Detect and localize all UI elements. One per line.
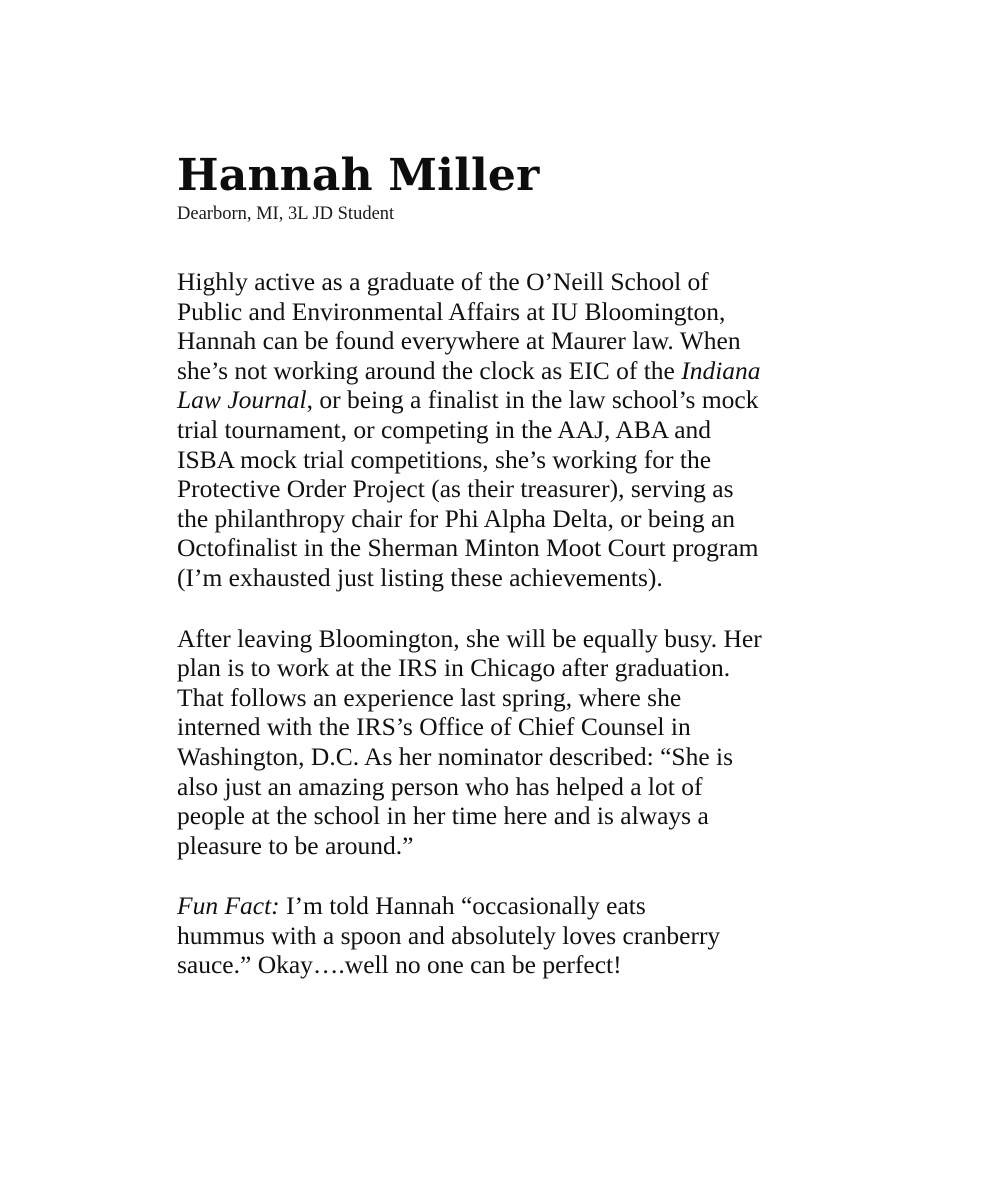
- text-line: trial tournament, or competing in the AAJ, ABA and: [177, 414, 712, 444]
- bio-paragraph-achievements: [177, 267, 837, 593]
- text-line: interned with the IRS’s Office of Chief Counsel in: [177, 712, 691, 742]
- text-line: people at the school in her time here and is always a: [177, 801, 709, 831]
- text-line: sauce.” Okay….well no one can be perfect!: [177, 950, 622, 980]
- text-line: Highly active as a graduate of the O’Neill School of: [177, 267, 709, 296]
- profile-document: [177, 150, 837, 980]
- text-line: (I’m exhausted just listing these achievements).: [177, 562, 663, 592]
- text-line: plan is to work at the IRS in Chicago after graduation.: [177, 653, 731, 683]
- fun-fact-paragraph: [177, 891, 837, 980]
- text-line: [177, 356, 837, 386]
- text-line: Hannah can be found everywhere at Maurer law. When: [177, 326, 741, 356]
- text-line: ISBA mock trial competitions, she’s working for the: [177, 444, 712, 474]
- text-line: After leaving Bloomington, she will be equally busy. Her: [177, 623, 762, 653]
- text-line: That follows an experience last spring, where she: [177, 682, 682, 712]
- text-line: Protective Order Project (as their treasurer), serving as: [177, 474, 734, 504]
- journal-title-part: Indiana: [681, 355, 761, 385]
- text-line: Public and Environmental Affairs at IU Bloomington,: [177, 296, 726, 326]
- text-line: [177, 891, 837, 921]
- text-line: Washington, D.C. As her nominator described: “She is: [177, 741, 734, 771]
- text-segment: , or being a finalist in the law school’s mock: [306, 385, 759, 415]
- person-name: Hannah Miller: [177, 150, 540, 201]
- text-segment: she’s not working around the clock as EIC of the: [177, 355, 682, 385]
- text-line: [177, 385, 837, 415]
- journal-title-part: Law Journal: [177, 385, 307, 415]
- text-line: the philanthropy chair for Phi Alpha Delta, or being an: [177, 503, 736, 533]
- text-line: Octofinalist in the Sherman Minton Moot Court program: [177, 533, 759, 563]
- text-line: hummus with a spoon and absolutely loves cranberry: [177, 920, 721, 950]
- text-line: also just an amazing person who has helped a lot of: [177, 771, 703, 801]
- bio-paragraph-plans: [177, 624, 837, 861]
- fun-fact-label: Fun Fact:: [177, 891, 280, 921]
- text-line: pleasure to be around.”: [177, 830, 414, 860]
- person-subtitle: Dearborn, MI, 3L JD Student: [177, 204, 395, 224]
- text-segment: I’m told Hannah “occasionally eats: [279, 891, 646, 921]
